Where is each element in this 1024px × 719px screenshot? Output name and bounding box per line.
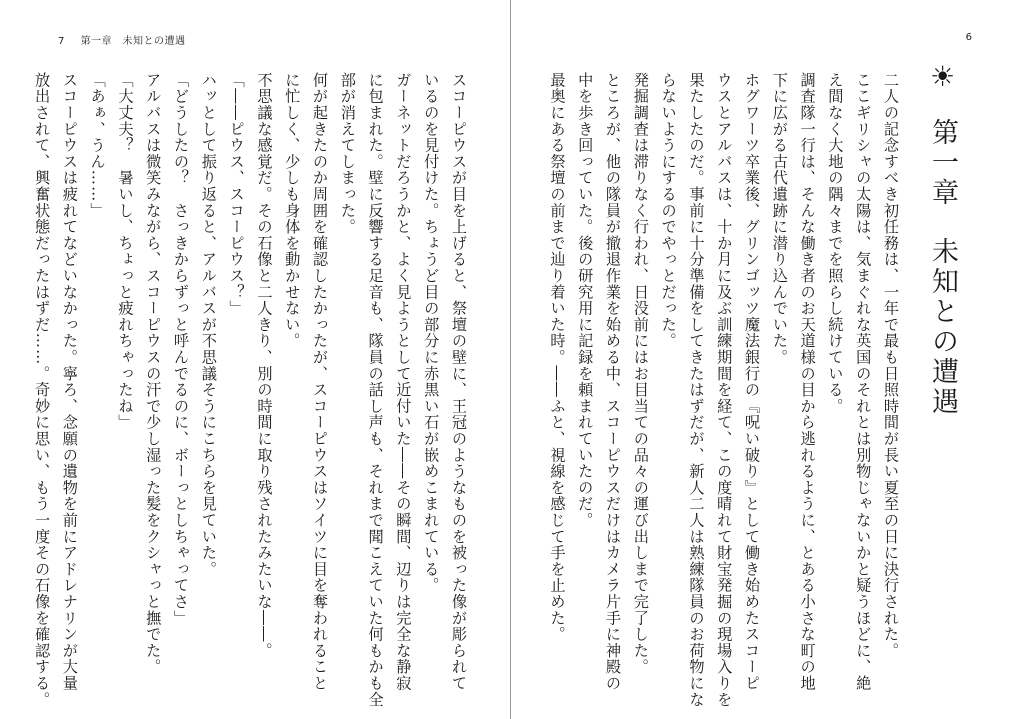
running-head-title: 第一章 未知との遭遇 xyxy=(80,36,186,47)
page-number: 7 xyxy=(58,36,65,47)
body-text: 二人の記念すべき初任務は、一年で最も日照時間が長い夏至の日に決行された。 ここギリシャの太陽は、気まぐれな英国のそれとは別物じゃないかと疑うほどに、絶 え間なく大地の隅々までを照らし続けている。 調査隊一行は、そんな働き者のお天道様の目から逃れるように、とある小さな町の地 下に広がる古代遺跡に潜り込んでいた。 ホグワーツ卒業後、グリンゴッツ魔法銀行の『呪い破り』として働き始めたスコーピ ウスとアルバスは、十か月に及ぶ訓練期間を経て、この度晴れて財宝発掘の現場入りを 果たしたのだ。事前に十分準備をしてきたはずだが、新人二人は熟練隊員のお荷物にな らないようにするのでやっとだった。 発掘調査は滞りなく行われ、日没前にはお目当ての品々の運び出しまで完了した。 ところが、他の隊員が撤退作業を始める中、スコーピウスだけはカメラ片手に神殿の 中を歩き回っていた。後の研究用に記録を頼まれていたのだ。 最奥にある祭壇の前まで辿り着いた時。――ふと、視線を感じて手を止めた。 xyxy=(548,72,900,708)
page-number: 6 xyxy=(965,32,972,43)
body-text: スコーピウスが目を上げると、祭壇の壁に、王冠のようなものを被った像が彫られて いるのを見付けた。ちょうど目の部分に赤黒い石が嵌めこまれている。 ガーネットだろうかと、よく見ようとして近付いた――その瞬間、辺りは完全な静寂 に包まれた。壁に反響する足音も、隊員の話し声も、それまで聞こえていた何もかも全 部が消えてしまった。 何が起きたのか周囲を確認したかったが、スコーピウスはソイツに目を奪われること に忙しく、少しも身体を動かせない。 不思議な感覚だ。その石像と二人きり、別の時間に取り残されたみたいな――。 「――ピウス、スコーピウス？」 ハッとして振り返ると、アルバスが不思議そうにこちらを見ていた。 「どうしたの？ さっきからずっと呼んでるのに、ボーっとしちゃってさ」 アルバスは微笑みながら、スコーピウスの汗で少し湿った髪をクシャっと撫でた。 「大丈夫？ 暑いし、ちょっと疲れちゃったね」 「あぁ、うん……」 スコーピウスは疲れてなどいなかった。寧ろ、念願の遺物を前にアドレナリンが大量 放出されて、興奮状態だったはずだ……。奇妙に思い、もう一度その石像を確認する。 xyxy=(33,72,468,708)
chapter-title: 未知との遭遇 xyxy=(927,237,958,418)
sun-icon: ☀ xyxy=(926,60,959,96)
left-page xyxy=(0,0,510,719)
chapter-heading xyxy=(918,60,962,418)
chapter-number: 第一章 xyxy=(927,117,958,208)
running-head xyxy=(58,32,186,47)
